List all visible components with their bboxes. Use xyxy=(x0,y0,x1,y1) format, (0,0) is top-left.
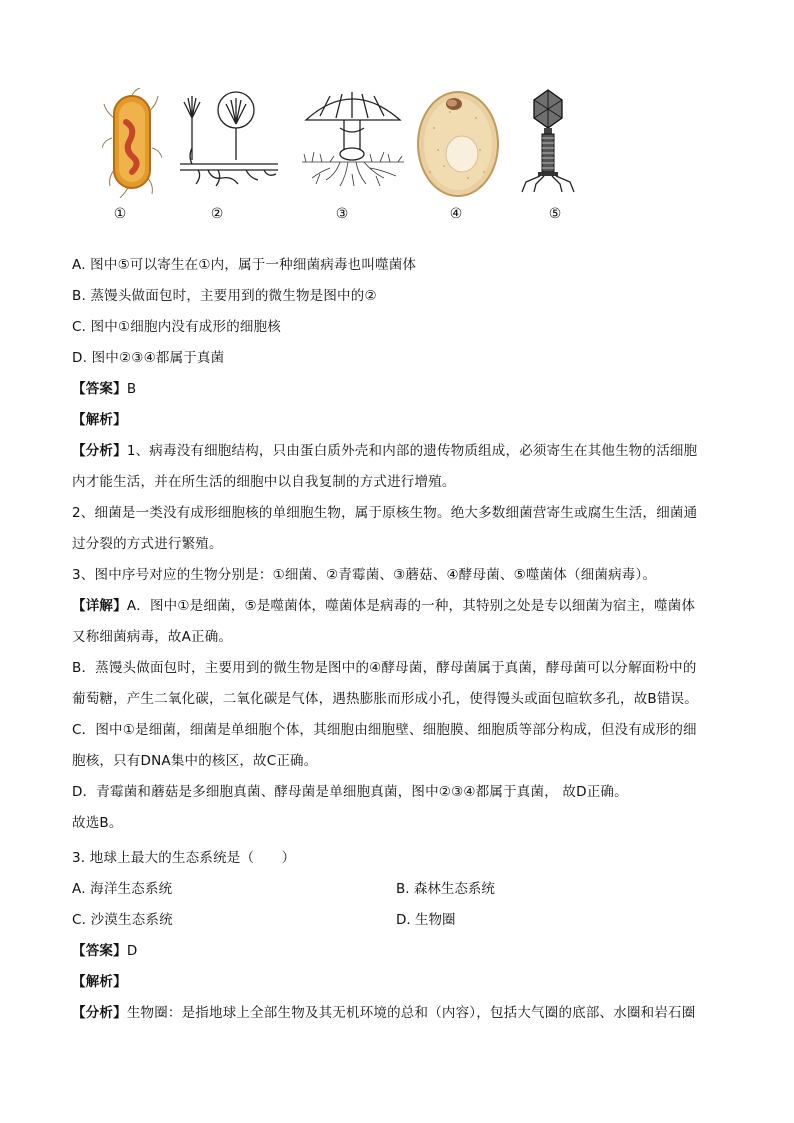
analysis-text: 1、病毒没有细胞结构，只由蛋白质外壳和内部的遗传物质组成，必须寄生在其他生物的活细胞 xyxy=(126,443,698,459)
option-a: A. 图中⑤可以寄生在①内，属于一种细菌病毒也叫噬菌体 xyxy=(72,257,417,273)
analysis-line xyxy=(72,504,697,522)
analysis-line xyxy=(72,659,697,677)
analysis-tag: 【分析】 xyxy=(72,443,127,459)
analysis-text: 故选B。 xyxy=(72,815,123,831)
analysis-line xyxy=(72,535,223,553)
analysis-text: 胞核，只有DNA集中的核区，故C正确。 xyxy=(72,753,318,769)
analysis-text: 2、细菌是一类没有成形细胞核的单细胞生物，属于原核生物。绝大多数细菌营寄生或腐生生活，细菌通 xyxy=(72,505,698,521)
penicillium-icon xyxy=(178,88,283,188)
analysis-text: 3、图中序号对应的生物分别是：①细菌、②青霉菌、③蘑菇、④酵母菌、⑤噬菌体（细菌病毒）。 xyxy=(72,567,657,583)
q3-analysis-heading: 【解析】 xyxy=(72,974,127,990)
analysis-tag: 【详解】 xyxy=(72,598,127,614)
q3-option-b: B. 森林生态系统 xyxy=(396,881,495,897)
analysis-line xyxy=(72,752,317,770)
figure-label-3: ③ xyxy=(335,206,349,222)
figure-label-5: ⑤ xyxy=(548,206,562,222)
yeast-cell-icon xyxy=(414,88,504,200)
analysis-text: C．图中①是细菌，细菌是单细胞个体，其细胞由细胞壁、细胞膜、细胞质等部分构成，但没有成形的细 xyxy=(72,722,697,738)
q3-answer-line: 【答案】D xyxy=(72,943,138,959)
analysis-line xyxy=(72,690,698,708)
analysis-text: A．图中①是细菌，⑤是噬菌体，噬菌体是病毒的一种，其特别之处是专以细菌为宿主，噬菌体 xyxy=(126,598,696,614)
q3-option-d: D. 生物圈 xyxy=(396,912,456,928)
analysis-text: 又称细菌病毒，故A正确。 xyxy=(72,629,233,645)
answer-value: B xyxy=(126,381,137,397)
q3-option-c: C. 沙漠生态系统 xyxy=(72,912,173,928)
analysis-text: 内才能生活，并在所生活的细胞中以自我复制的方式进行增殖。 xyxy=(72,474,456,490)
analysis-heading: 【解析】 xyxy=(72,412,127,428)
analysis-line xyxy=(72,783,628,801)
bacteriophage-icon xyxy=(520,88,576,193)
analysis-text: 葡萄糖，产生二氧化碳，二氧化碳是气体，遇热膨胀而形成小孔，使得馒头或面包暄软多孔，故B错误。 xyxy=(72,691,698,707)
figure-label-1: ① xyxy=(113,206,127,222)
figure-label-2: ② xyxy=(210,206,224,222)
option-b: B. 蒸馒头做面包时，主要用到的微生物是图中的② xyxy=(72,288,377,304)
analysis-line xyxy=(72,814,123,832)
answer-tag: 【答案】 xyxy=(72,381,127,397)
analysis-text: B．蒸馒头做面包时，主要用到的微生物是图中的④酵母菌，酵母菌属于真菌，酵母菌可以分解面粉中的 xyxy=(72,660,697,676)
analysis-text: D．青霉菌和蘑菇是多细胞真菌、酵母菌是单细胞真菌，图中②③④都属于真菌， 故D正确。 xyxy=(72,784,628,800)
analysis-line xyxy=(72,473,456,491)
analysis-line xyxy=(72,442,697,460)
option-d: D. 图中②③④都属于真菌 xyxy=(72,350,225,366)
answer-line xyxy=(72,380,136,398)
analysis-line xyxy=(72,597,695,615)
analysis-line xyxy=(72,721,697,739)
q3-answer-value: D xyxy=(126,943,138,959)
figure-label-4: ④ xyxy=(449,206,463,222)
analysis-text: 过分裂的方式进行繁殖。 xyxy=(72,536,223,552)
q3-option-a: A. 海洋生态系统 xyxy=(72,881,173,897)
option-c: C. 图中①细胞内没有成形的细胞核 xyxy=(72,319,282,335)
organism-figure xyxy=(90,88,590,228)
analysis-line xyxy=(72,566,656,584)
question-3-stem: 3. 地球上最大的生态系统是（ ） xyxy=(72,850,296,866)
bacterium-icon xyxy=(102,88,162,198)
mushroom-icon xyxy=(300,88,405,188)
q3-analysis-line: 【分析】生物圈：是指地球上全部生物及其无机环境的总和（内容），包括大气圈的底部、水圈和岩石圈 xyxy=(72,1005,696,1021)
analysis-line xyxy=(72,628,232,646)
